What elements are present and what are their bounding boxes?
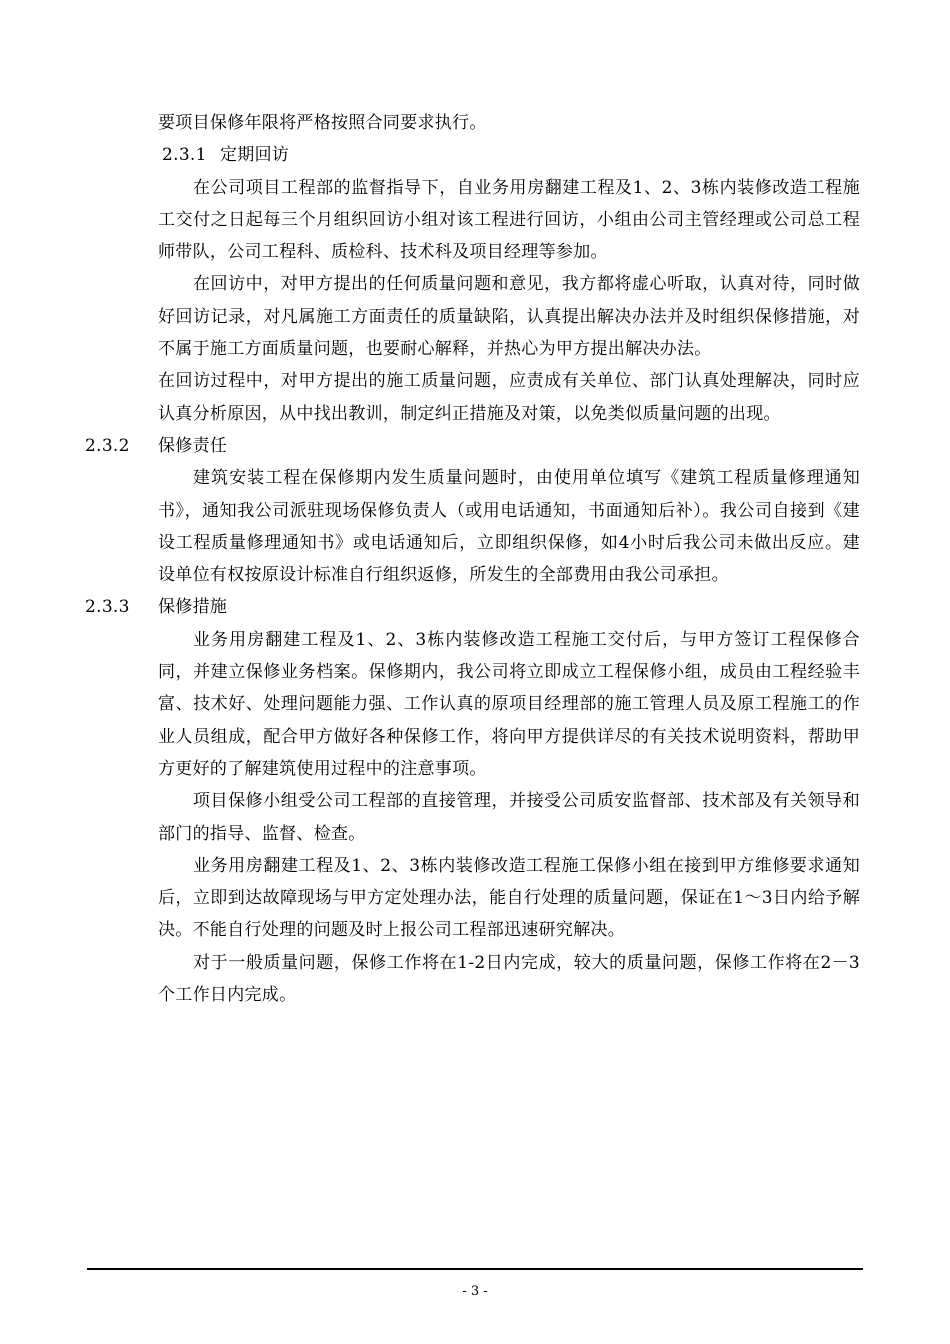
paragraph: 对于一般质量问题，保修工作将在1-2日内完成，较大的质量问题，保修工作将在2－3个工作日内完成。 — [158, 952, 860, 1006]
page-number: - 3 - — [462, 1284, 488, 1299]
section-title: 保修责任 — [158, 435, 228, 456]
section-heading-2-3-1 — [162, 139, 860, 171]
paragraph: 项目保修小组受公司工程部的直接管理，并接受公司质安监督部、技术部及有关领导和部门的指导、监督、检查。 — [158, 791, 860, 844]
section-heading-2-3-3 — [85, 591, 860, 623]
paragraph: 业务用房翻建工程及1、2、3栋内装修改造工程施工交付后，与甲方签订工程保修合同，并建立保修业务档案。保修期内，我公司将立即成立工程保修小组，成员由工程经验丰富、技术好、处理问题能力强、工作认真的原项目经理部的施工管理人员及原工程施工的作业人员组成，配合甲方做好各种保修工作，将向甲方提供详尽的有关技术说明资料，帮助甲方更好的了解建筑使用过程中的注意事项。 — [158, 629, 860, 779]
paragraph: 在回访中，对甲方提出的任何质量问题和意见，我方都将虚心听取，认真对待，同时做好回访记录，对凡属施工方面责任的质量缺陷，认真提出解决办法并及时组织保修措施，对不属于施工方面质量问题，也要耐心解释，并热心为甲方提出解决办法。 — [158, 274, 860, 360]
section-number: 2.3.1 — [162, 145, 207, 166]
paragraph: 建筑安装工程在保修期内发生质量问题时，由使用单位填写《建筑工程质量修理通知书》，通知我公司派驻现场保修负责人（或用电话通知，书面通知后补）。我公司自接到《建设工程质量修理通知书》或电话通知后，立即组织保修，如4小时后我公司未做出反应。建设单位有权按原设计标准自行组织返修，所发生的全部费用由我公司承担。 — [158, 468, 860, 586]
paragraph: 在回访过程中，对甲方提出的施工质量问题，应责成有关单位、部门认真处理解决，同时应认真分析原因，从中找出教训，制定纠正措施及对策，以免类似质量问题的出现。 — [158, 371, 860, 424]
lead-paragraph: 要项目保修年限将严格按照合同要求执行。 — [158, 113, 487, 133]
section-title: 定期回访 — [220, 145, 290, 166]
section-number: 2.3.3 — [85, 597, 130, 618]
paragraph: 业务用房翻建工程及1、2、3栋内装修改造工程施工保修小组在接到甲方维修要求通知后，立即到达故障现场与甲方定处理办法，能自行处理的质量问题，保证在1～3日内给予解决。不能自行处理的问题及时上报公司工程部迅速研究解决。 — [158, 855, 860, 941]
section-heading-2-3-2 — [85, 430, 860, 462]
document-body — [85, 107, 860, 1011]
section-number: 2.3.2 — [85, 435, 130, 456]
section-title: 保修措施 — [158, 597, 228, 618]
paragraph: 在公司项目工程部的监督指导下，自业务用房翻建工程及1、2、3栋内装修改造工程施工交付之日起每三个月组织回访小组对该工程进行回访，小组由公司主管经理或公司总工程师带队，公司工程科、质检科、技术科及项目经理等参加。 — [158, 177, 860, 263]
footer-divider — [87, 1268, 863, 1270]
